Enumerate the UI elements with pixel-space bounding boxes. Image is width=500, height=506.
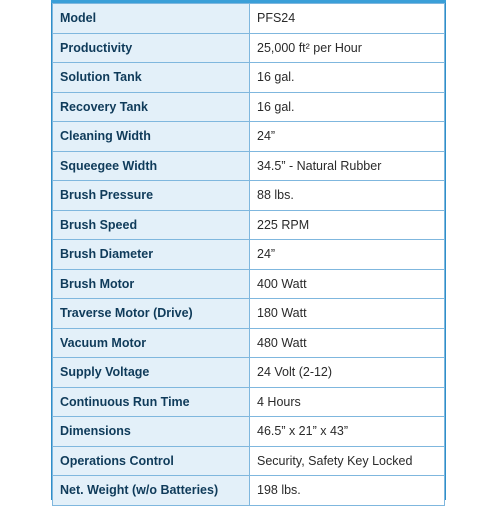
table-row — [53, 476, 445, 506]
spec-table — [52, 3, 445, 506]
table-row — [53, 387, 445, 417]
spec-table-body — [53, 4, 445, 506]
spec-label: Recovery Tank — [53, 92, 250, 122]
table-row — [53, 92, 445, 122]
spec-value: 24 Volt (2-12) — [250, 358, 445, 388]
spec-value: PFS24 — [250, 4, 445, 34]
spec-value: 400 Watt — [250, 269, 445, 299]
spec-value: 225 RPM — [250, 210, 445, 240]
spec-label: Net. Weight (w/o Batteries) — [53, 476, 250, 506]
table-row — [53, 240, 445, 270]
spec-value: 46.5” x 21” x 43” — [250, 417, 445, 447]
spec-value: 88 lbs. — [250, 181, 445, 211]
table-row — [53, 328, 445, 358]
spec-value: 24” — [250, 240, 445, 270]
spec-value: 16 gal. — [250, 92, 445, 122]
spec-label: Model — [53, 4, 250, 34]
table-row — [53, 210, 445, 240]
spec-value: Security, Safety Key Locked — [250, 446, 445, 476]
spec-label: Productivity — [53, 33, 250, 63]
spec-value: 25,000 ft² per Hour — [250, 33, 445, 63]
spec-label: Brush Speed — [53, 210, 250, 240]
spec-label: Brush Motor — [53, 269, 250, 299]
spec-label: Squeegee Width — [53, 151, 250, 181]
spec-label: Solution Tank — [53, 63, 250, 93]
spec-value: 24” — [250, 122, 445, 152]
spec-label: Dimensions — [53, 417, 250, 447]
spec-value: 480 Watt — [250, 328, 445, 358]
spec-value: 4 Hours — [250, 387, 445, 417]
table-row — [53, 446, 445, 476]
table-row — [53, 181, 445, 211]
spec-value: 16 gal. — [250, 63, 445, 93]
spec-label: Continuous Run Time — [53, 387, 250, 417]
table-row — [53, 33, 445, 63]
spec-label: Brush Pressure — [53, 181, 250, 211]
spec-label: Cleaning Width — [53, 122, 250, 152]
spec-value: 34.5” - Natural Rubber — [250, 151, 445, 181]
table-row — [53, 122, 445, 152]
spec-label: Operations Control — [53, 446, 250, 476]
spec-label: Vacuum Motor — [53, 328, 250, 358]
spec-label: Brush Diameter — [53, 240, 250, 270]
table-row — [53, 4, 445, 34]
spec-label: Supply Voltage — [53, 358, 250, 388]
table-row — [53, 151, 445, 181]
spec-value: 180 Watt — [250, 299, 445, 329]
spec-label: Traverse Motor (Drive) — [53, 299, 250, 329]
table-row — [53, 299, 445, 329]
table-row — [53, 358, 445, 388]
table-row — [53, 417, 445, 447]
table-row — [53, 63, 445, 93]
table-row — [53, 269, 445, 299]
spec-value: 198 lbs. — [250, 476, 445, 506]
